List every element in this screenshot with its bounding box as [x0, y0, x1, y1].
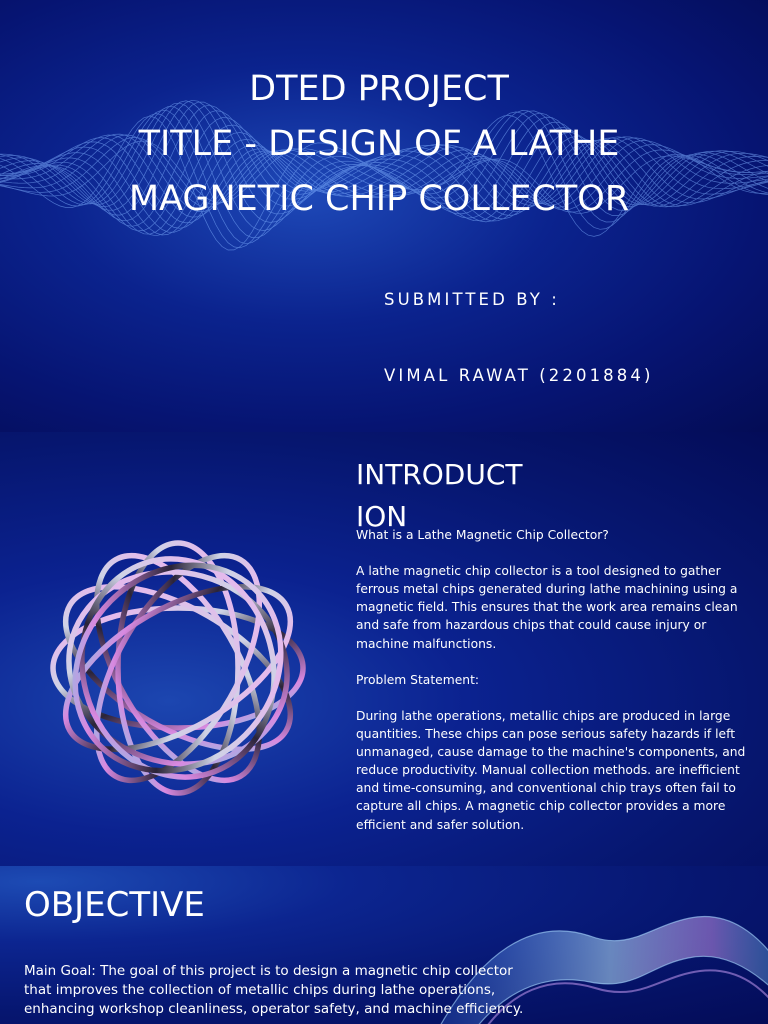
wire-torus-graphic [38, 528, 318, 812]
introduction-slide [0, 432, 768, 866]
credit-line: VIMAL RAWAT (2201884) [384, 366, 654, 386]
credit-line: SUBMITTED BY : [384, 289, 560, 309]
introduction-text: What is a Lathe Magnetic Chip Collector? A lathe magnetic chip collector is a tool designed to gather ferrous metal chips generated during lathe machining using a magnetic field. This ensures that the work area remains clean and safe from hazardous chips that could cause injury or machine malfunctions. Problem Statement: During lathe operations, metallic chips are produced in large quantities. These chips can pose serious safety hazards if left unmanaged, cause damage to the machine's components, and reduce productivity. Manual collection methods. are inefficient and time-consuming, and conventional chip trays often fail to capture all chips. A magnetic chip collector provides a more efficient and safer solution. [356, 528, 746, 832]
page-title [0, 62, 758, 227]
title-slide [0, 0, 768, 432]
title-line: MAGNETIC CHIP COLLECTOR [128, 179, 630, 219]
title-line: DTED PROJECT [249, 69, 509, 109]
section-heading: INTRODUCT ION [356, 458, 523, 533]
submission-credits [384, 236, 705, 432]
section-heading: OBJECTIVE [24, 885, 205, 925]
objective-slide [0, 866, 768, 1024]
title-line: TITLE - DESIGN OF A LATHE [138, 124, 620, 164]
objective-text: Main Goal: The goal of this project is to design a magnetic chip collector that improves the collection of metallic chips during lathe operations, enhancing workshop cleanliness, operator safety, and machine efficiency. [24, 963, 524, 1017]
